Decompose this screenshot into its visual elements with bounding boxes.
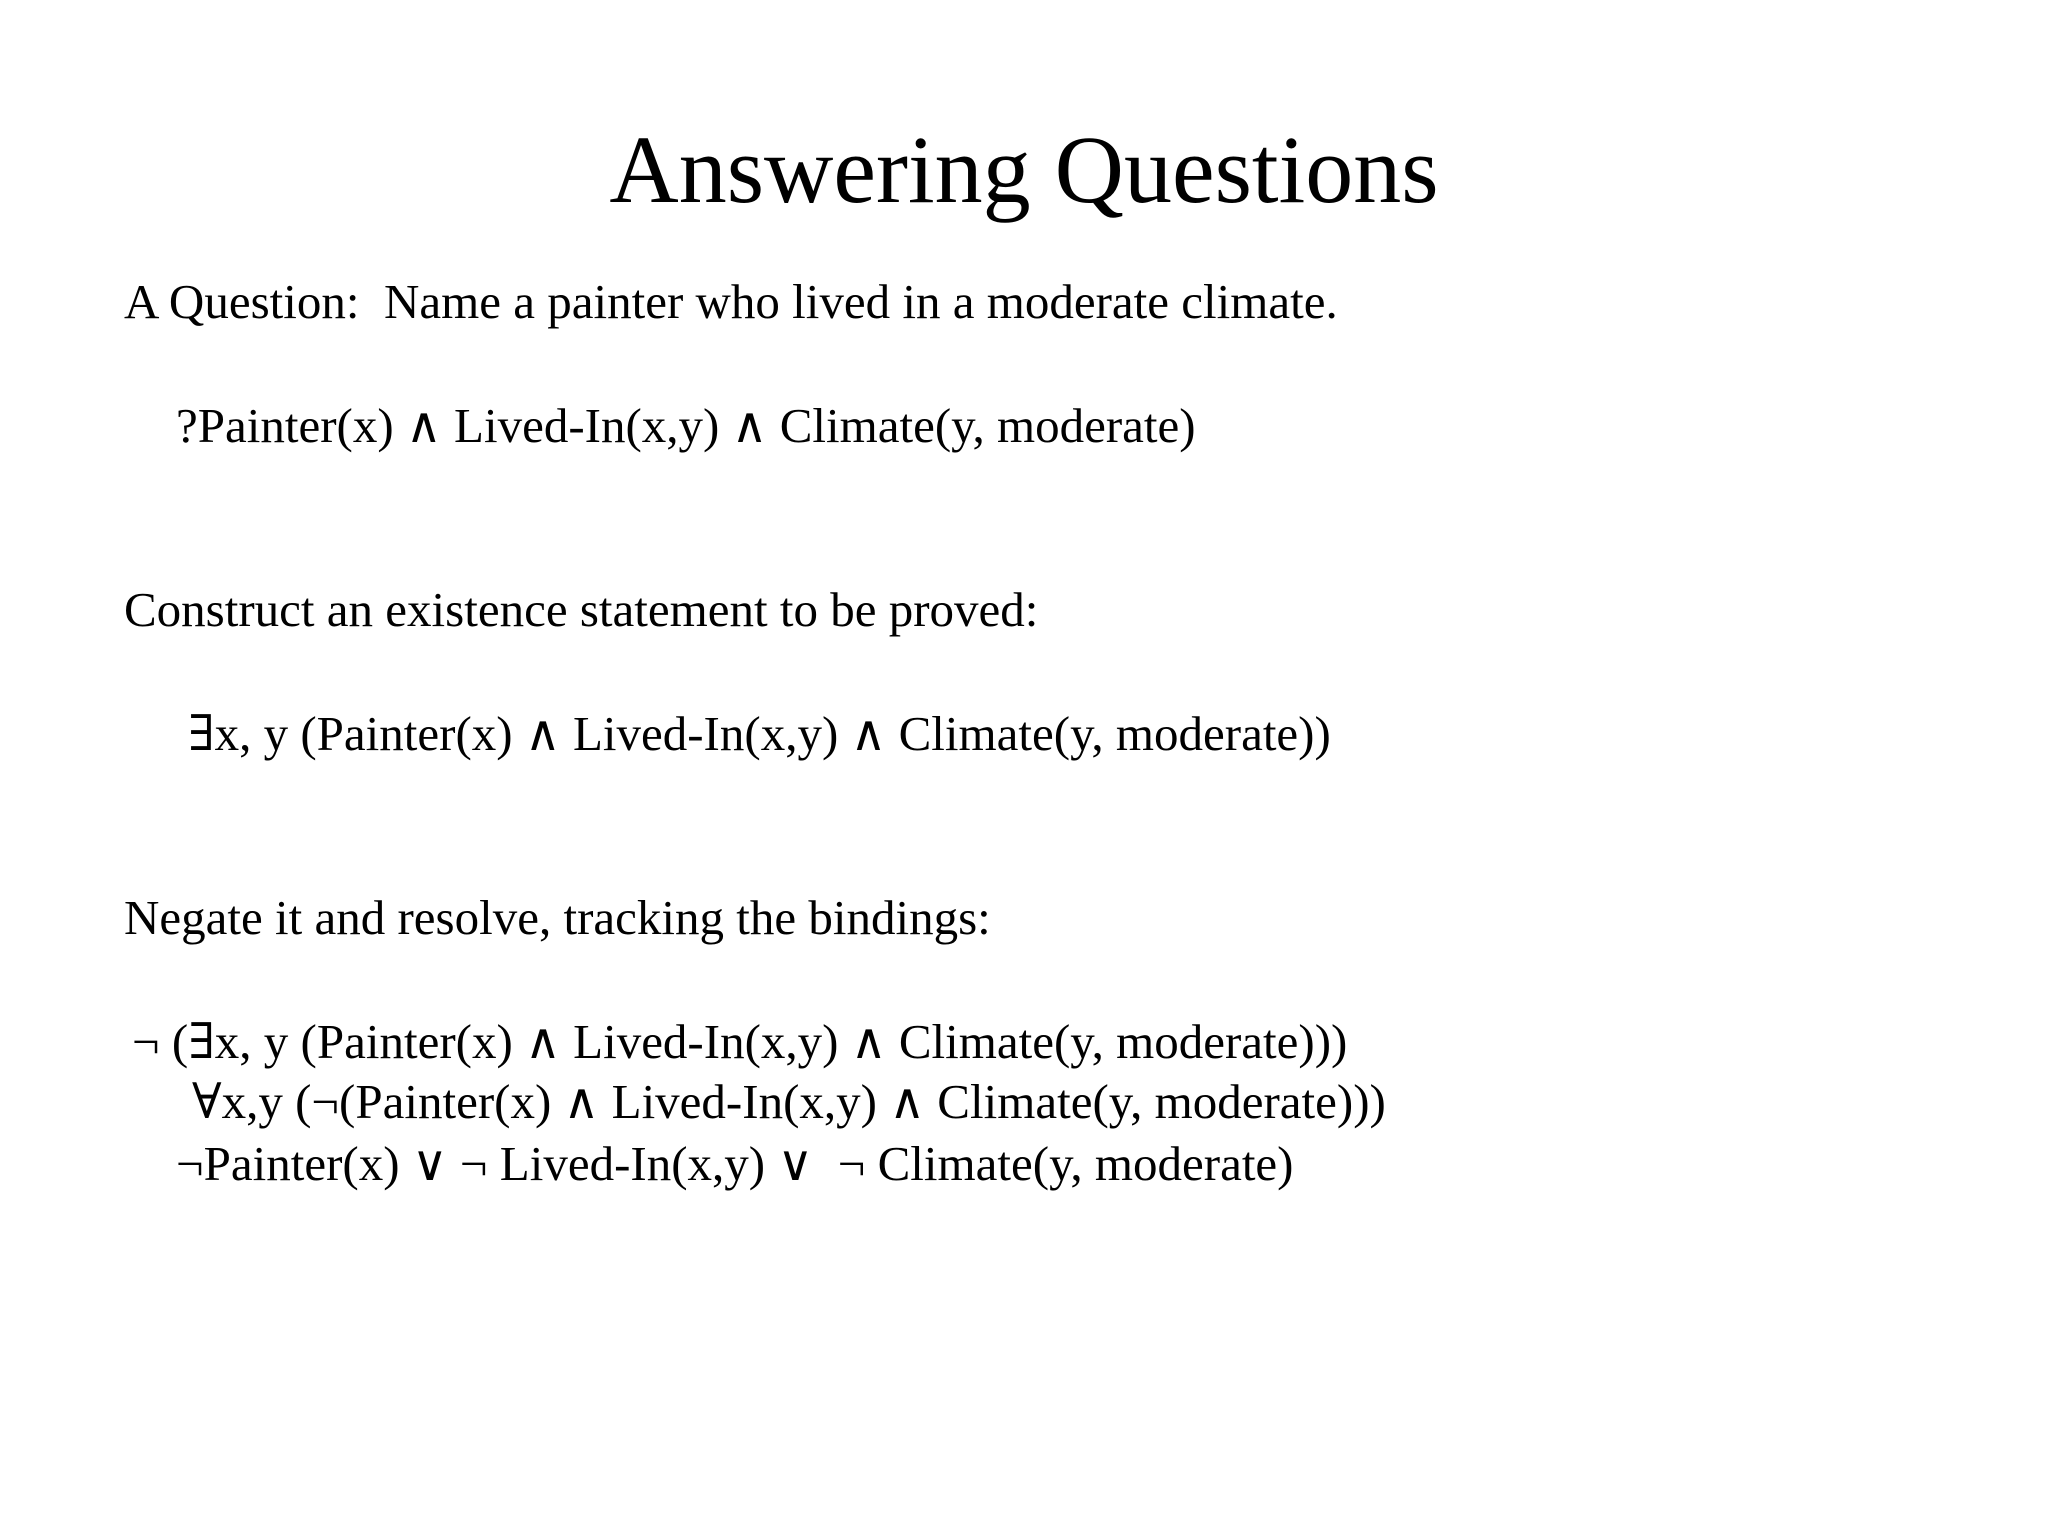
negation-step-2: ∀x,y (¬(Painter(x) ∧ Lived-In(x,y) ∧ Climate(y, moderate))) <box>192 1074 1386 1129</box>
question-text: A Question: Name a painter who lived in a moderate climate. <box>124 274 1338 329</box>
construct-heading: Construct an existence statement to be proved: <box>124 582 1039 637</box>
existence-formula: ∃x, y (Painter(x) ∧ Lived-In(x,y) ∧ Climate(y, moderate)) <box>188 706 1331 761</box>
slide-title: Answering Questions <box>609 116 1439 223</box>
negation-step-3: ¬Painter(x) ∨ ¬ Lived-In(x,y) ∨ ¬ Climate(y, moderate) <box>176 1136 1294 1191</box>
negation-step-1: ¬ (∃x, y (Painter(x) ∧ Lived-In(x,y) ∧ Climate(y, moderate))) <box>132 1014 1348 1069</box>
negate-heading: Negate it and resolve, tracking the bindings: <box>124 890 991 945</box>
query-formula: ?Painter(x) ∧ Lived-In(x,y) ∧ Climate(y, moderate) <box>176 398 1196 453</box>
